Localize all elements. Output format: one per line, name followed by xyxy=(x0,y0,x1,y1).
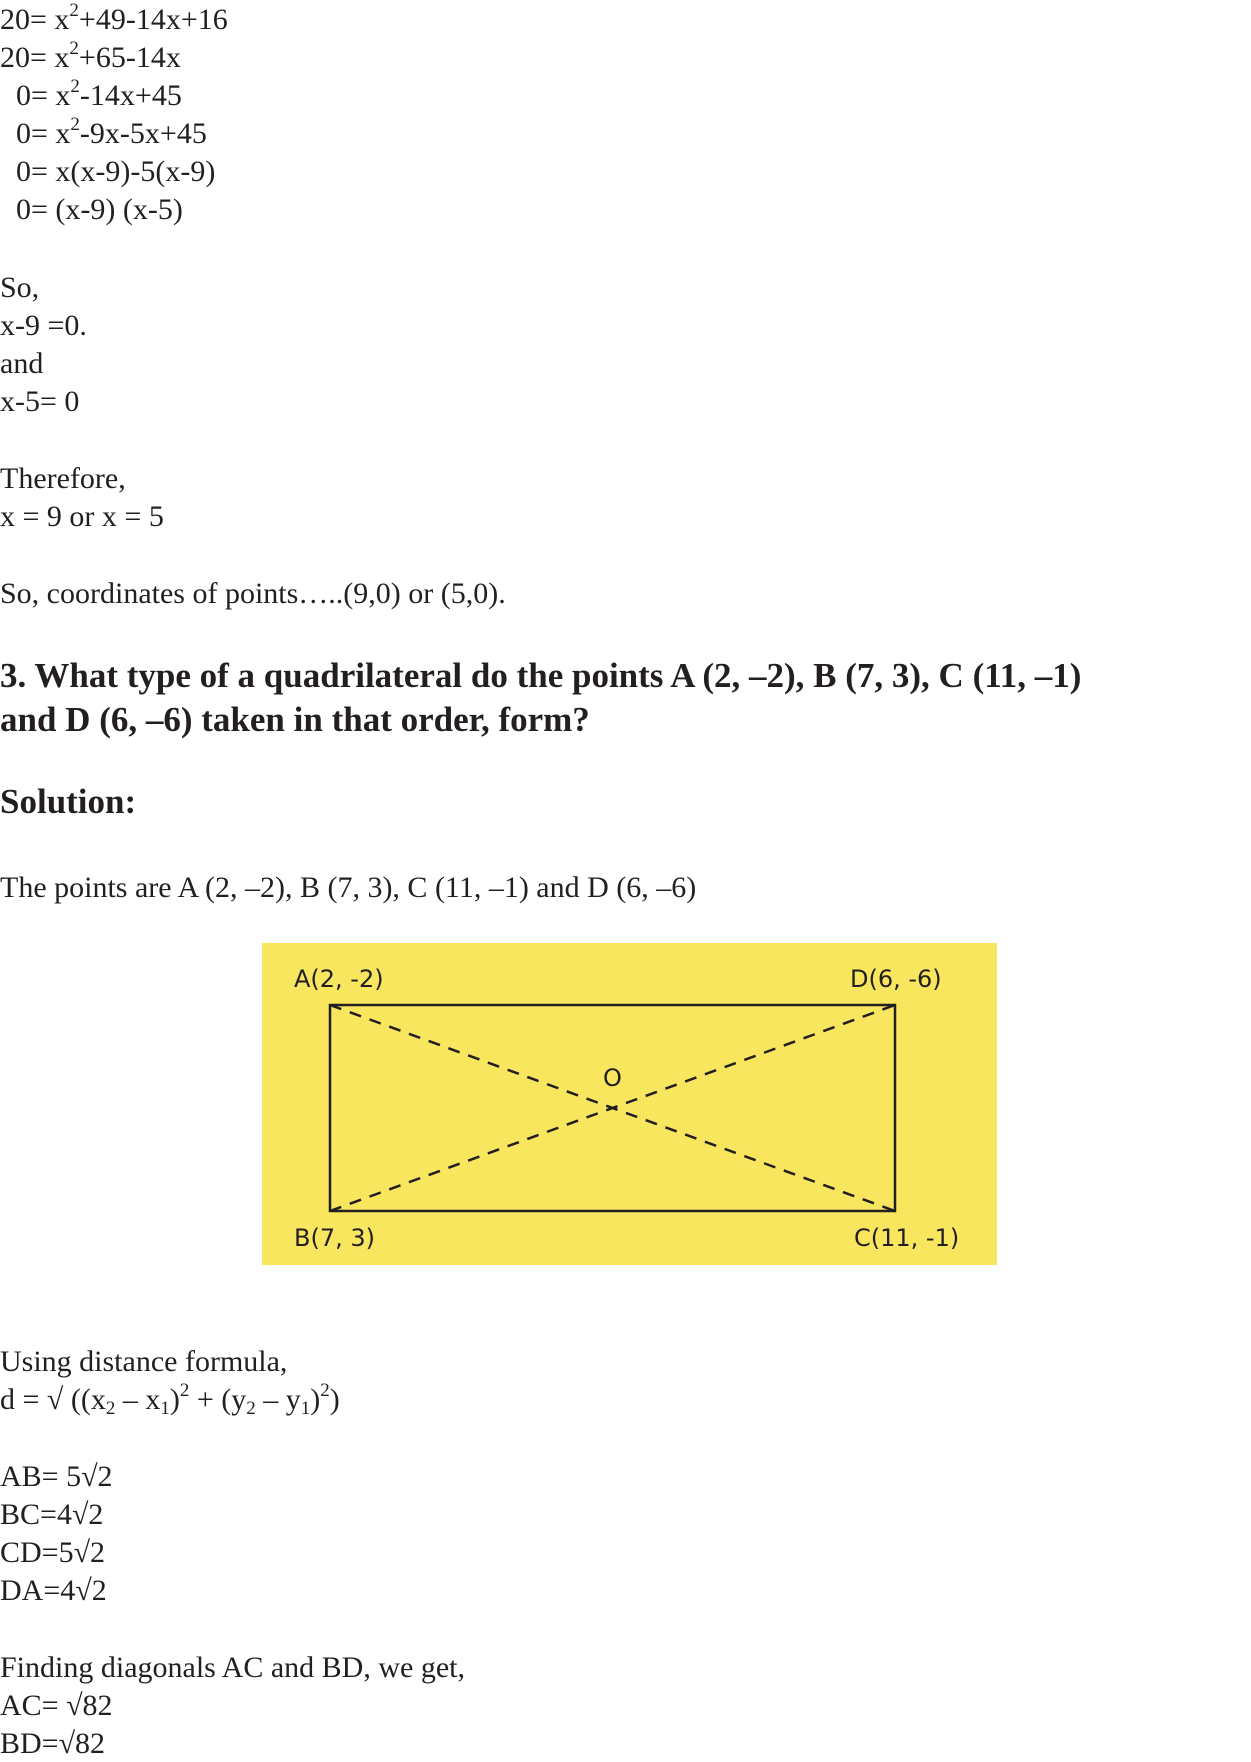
so-label: So, xyxy=(0,271,40,304)
distance-formula: d = √ $((x_2 - x_1)^2 + (y_2 - y_1)^2)$ xyxy=(0,1380,340,1419)
points-statement: The points are A (2, –2), B (7, 3), C (11, –1) and D (6, –6) xyxy=(0,871,697,904)
therefore-label: Therefore, xyxy=(0,462,126,495)
equation-line: $0= x^2-9x-5x+45$ xyxy=(16,114,207,150)
x-values: x = 9 or x = 5 xyxy=(0,500,164,533)
equation-line: $20= x^2+49-14x+16$ xyxy=(0,0,228,36)
and-label: and xyxy=(0,347,44,380)
quadrilateral-diagram xyxy=(262,943,997,1265)
side-da: DA=4√2 xyxy=(0,1574,107,1607)
diagonal-ac-value: AC= √82 xyxy=(0,1689,113,1722)
question-line-2: and D (6, –6) taken in that order, form? xyxy=(0,700,590,739)
side-ab: AB= 5√2 xyxy=(0,1460,113,1493)
equation-line: $0= x^2-14x+45$ xyxy=(16,76,182,112)
equation-line: $20= x^2+65-14x$ xyxy=(0,38,181,74)
label-c: C(11, -1) xyxy=(854,1224,960,1252)
equation-line: 0= (x-9) (x-5) xyxy=(16,193,183,226)
quadrilateral-figure xyxy=(262,943,997,1265)
label-d: D(6, -6) xyxy=(850,965,942,993)
coordinates-conclusion: So, coordinates of points…..(9,0) or (5,0). xyxy=(0,577,506,610)
question-line-1: 3. What type of a quadrilateral do the points A (2, –2), B (7, 3), C (11, –1) xyxy=(0,656,1082,695)
diagonal-bd-value: BD=√82 xyxy=(0,1727,106,1760)
equation-line: 0= x(x-9)-5(x-9) xyxy=(16,155,216,188)
side-cd: CD=5√2 xyxy=(0,1536,106,1569)
label-b: B(7, 3) xyxy=(294,1224,375,1252)
equation-x5: x-5= 0 xyxy=(0,385,80,418)
side-bc: BC=4√2 xyxy=(0,1498,104,1531)
distance-formula-intro: Using distance formula, xyxy=(0,1345,288,1378)
label-a: A(2, -2) xyxy=(294,965,384,993)
label-o: O xyxy=(603,1064,622,1092)
diagonals-intro: Finding diagonals AC and BD, we get, xyxy=(0,1651,465,1684)
equation-x9: x-9 =0. xyxy=(0,309,87,342)
solution-heading: Solution: xyxy=(0,782,137,821)
